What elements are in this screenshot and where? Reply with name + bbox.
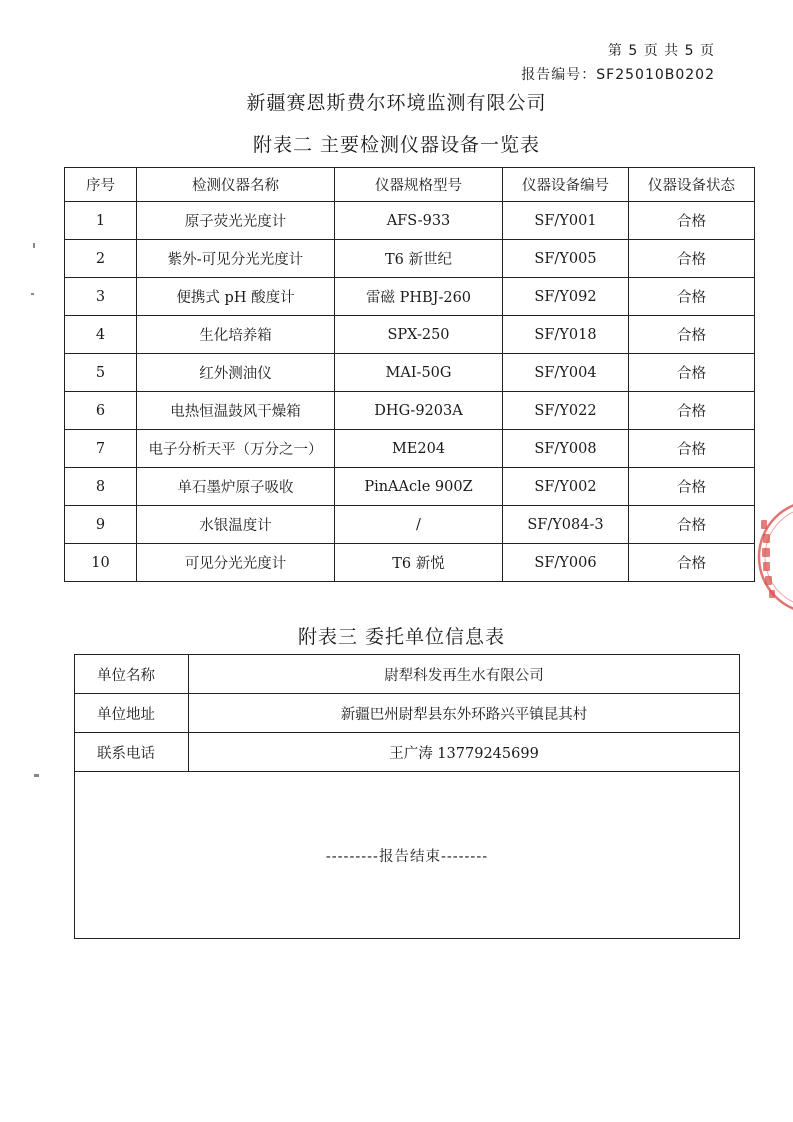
instrument-id: SF/Y008 [503, 430, 629, 468]
table-row [65, 354, 755, 392]
table-row [65, 278, 755, 316]
equipment-table-title: 附表二 主要检测仪器设备一览表 [252, 134, 541, 156]
scan-mark [33, 243, 35, 248]
page-info: 第 5 页 共 5 页 [607, 43, 715, 59]
client-phone-label: 联系电话 [75, 733, 189, 772]
instrument-status: 合格 [629, 392, 755, 430]
column-header: 仪器设备编号 [503, 168, 629, 202]
instrument-id: SF/Y092 [503, 278, 629, 316]
column-header: 检测仪器名称 [137, 168, 335, 202]
instrument-name: 紫外-可见分光光度计 [137, 240, 335, 278]
table-header-row [65, 168, 755, 202]
instrument-id: SF/Y005 [503, 240, 629, 278]
row-number: 9 [65, 506, 137, 544]
row-number: 5 [65, 354, 137, 392]
client-phone-value: 王广涛 13779245699 [189, 733, 740, 772]
row-number: 1 [65, 202, 137, 240]
instrument-name: 水银温度计 [137, 506, 335, 544]
column-header: 序号 [65, 168, 137, 202]
instrument-status: 合格 [629, 278, 755, 316]
report-number: 报告编号：SF25010B0202 [521, 67, 715, 83]
company-name: 新疆赛恩斯费尔环境监测有限公司 [246, 92, 547, 114]
instrument-name: 红外测油仪 [137, 354, 335, 392]
instrument-id: SF/Y084-3 [503, 506, 629, 544]
table-row [75, 772, 740, 939]
instrument-status: 合格 [629, 506, 755, 544]
row-number: 4 [65, 316, 137, 354]
instrument-model: 雷磁 PHBJ-260 [335, 278, 503, 316]
table-row [65, 202, 755, 240]
client-info-table [74, 654, 740, 939]
instrument-name: 可见分光光度计 [137, 544, 335, 582]
instrument-name: 电子分析天平（万分之一） [137, 430, 335, 468]
table-row [75, 694, 740, 733]
instrument-model: AFS-933 [335, 202, 503, 240]
instrument-model: DHG-9203A [335, 392, 503, 430]
instrument-status: 合格 [629, 240, 755, 278]
column-header: 仪器规格型号 [335, 168, 503, 202]
instrument-name: 生化培养箱 [137, 316, 335, 354]
instrument-id: SF/Y006 [503, 544, 629, 582]
instrument-id: SF/Y001 [503, 202, 629, 240]
instrument-status: 合格 [629, 354, 755, 392]
instrument-status: 合格 [629, 202, 755, 240]
table-row [65, 544, 755, 582]
table-row [65, 240, 755, 278]
column-header: 仪器设备状态 [629, 168, 755, 202]
client-table-title: 附表三 委托单位信息表 [298, 626, 506, 648]
row-number: 2 [65, 240, 137, 278]
instrument-id: SF/Y002 [503, 468, 629, 506]
client-name-value: 尉犁科发再生水有限公司 [189, 655, 740, 694]
table-row [65, 392, 755, 430]
table-row [65, 506, 755, 544]
instrument-model: ME204 [335, 430, 503, 468]
scan-mark [34, 774, 39, 777]
table-row [65, 468, 755, 506]
instrument-status: 合格 [629, 544, 755, 582]
instrument-id: SF/Y022 [503, 392, 629, 430]
instrument-name: 单石墨炉原子吸收 [137, 468, 335, 506]
scan-mark [31, 293, 34, 295]
client-name-label: 单位名称 [75, 655, 189, 694]
instrument-name: 便携式 pH 酸度计 [137, 278, 335, 316]
table-row [65, 316, 755, 354]
report-end-marker: ---------报告结束-------- [75, 772, 740, 939]
table-row [75, 655, 740, 694]
row-number: 3 [65, 278, 137, 316]
instrument-model: T6 新悦 [335, 544, 503, 582]
instrument-status: 合格 [629, 468, 755, 506]
instrument-model: / [335, 506, 503, 544]
instrument-model: SPX-250 [335, 316, 503, 354]
row-number: 6 [65, 392, 137, 430]
instrument-id: SF/Y004 [503, 354, 629, 392]
instrument-id: SF/Y018 [503, 316, 629, 354]
seal-stamp [753, 498, 793, 616]
instrument-status: 合格 [629, 430, 755, 468]
instrument-model: PinAAcle 900Z [335, 468, 503, 506]
client-address-value: 新疆巴州尉犁县东外环路兴平镇昆其村 [189, 694, 740, 733]
row-number: 7 [65, 430, 137, 468]
table-row [75, 733, 740, 772]
row-number: 10 [65, 544, 137, 582]
instrument-name: 原子荧光光度计 [137, 202, 335, 240]
client-address-label: 单位地址 [75, 694, 189, 733]
table-row [65, 430, 755, 468]
equipment-table [64, 167, 755, 582]
instrument-model: MAI-50G [335, 354, 503, 392]
instrument-model: T6 新世纪 [335, 240, 503, 278]
row-number: 8 [65, 468, 137, 506]
instrument-status: 合格 [629, 316, 755, 354]
instrument-name: 电热恒温鼓风干燥箱 [137, 392, 335, 430]
